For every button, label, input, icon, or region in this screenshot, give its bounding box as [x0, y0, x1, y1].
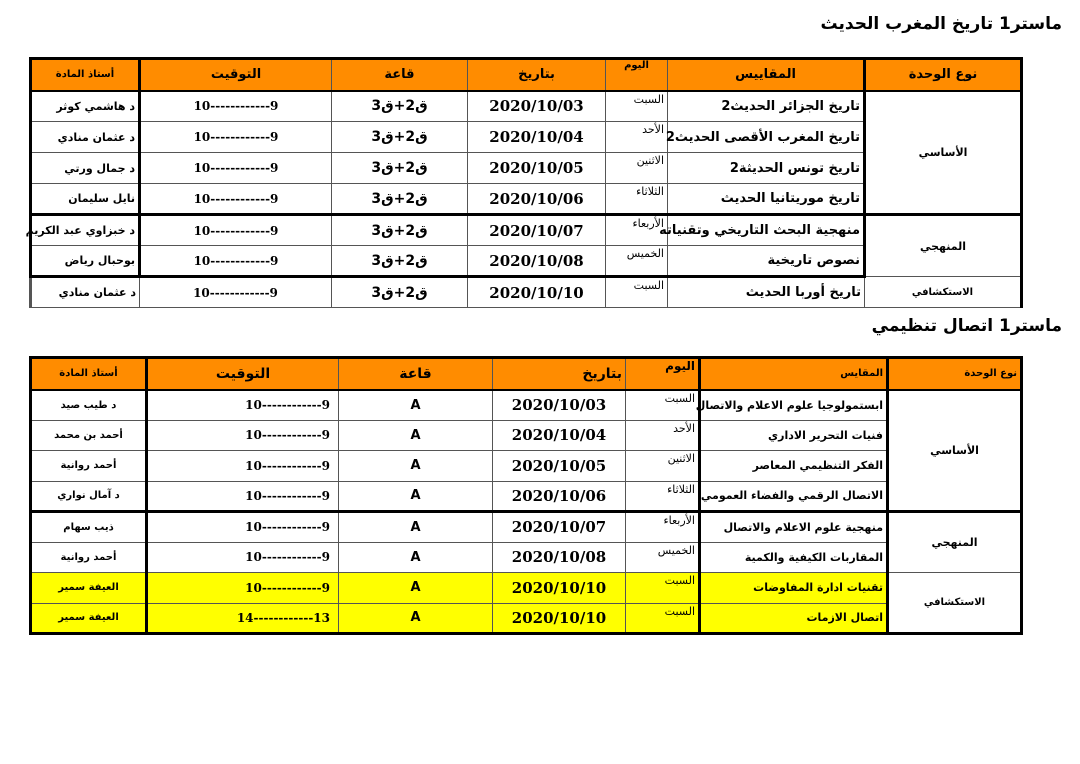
header-subject: المقاييس — [668, 59, 865, 91]
professor-cell: بوحبال رياض — [31, 246, 140, 277]
schedule-table-communication — [29, 356, 1023, 635]
room-cell: ق2+ق3 — [332, 153, 468, 184]
professor-cell: العيفة سمير — [31, 603, 147, 634]
table-header-row — [31, 59, 1022, 91]
date-cell: 2020/10/03 — [468, 91, 606, 122]
room-cell: A — [339, 481, 493, 512]
header-professor: أستاذ المادة — [31, 358, 147, 390]
table-row — [31, 215, 1022, 246]
professor-cell: د هاشمي كوثر — [31, 91, 140, 122]
room-cell: A — [339, 603, 493, 634]
professor-cell: العيفة سمير — [31, 573, 147, 604]
day-cell: الخميس — [626, 542, 700, 573]
table-row — [31, 390, 1022, 421]
header-time: التوقيت — [147, 358, 339, 390]
day-cell: الأربعاء — [626, 512, 700, 543]
time-cell: 9------------10 — [147, 451, 339, 482]
date-cell: 2020/10/04 — [468, 122, 606, 153]
header-subject: المقايس — [700, 358, 888, 390]
day-cell: السبت — [606, 91, 668, 122]
table-row — [31, 420, 1022, 451]
subject-cell: منهجية علوم الاعلام والاتصال — [700, 512, 888, 543]
date-cell: 2020/10/05 — [493, 451, 626, 482]
room-cell: ق2+ق3 — [332, 246, 468, 277]
professor-cell: د طيب صيد — [31, 390, 147, 421]
room-cell: ق2+ق3 — [332, 91, 468, 122]
subject-cell: تاريخ المغرب الأقصى الحديث2 — [668, 122, 865, 153]
professor-cell: د جمال ورتي — [31, 153, 140, 184]
room-cell: A — [339, 420, 493, 451]
day-cell: الثلاثاء — [626, 481, 700, 512]
time-cell: 9------------10 — [147, 390, 339, 421]
header-professor: أستاذ المادة — [31, 59, 140, 91]
day-cell: الأربعاء — [606, 215, 668, 246]
day-cell: السبت — [606, 277, 668, 308]
table-header-row — [31, 358, 1022, 390]
room-cell: ق2+ق3 — [332, 122, 468, 153]
day-cell: السبت — [626, 390, 700, 421]
time-cell: 13------------14 — [147, 603, 339, 634]
table-row-highlighted — [31, 603, 1022, 634]
header-room: قاعة — [332, 59, 468, 91]
professor-cell: د عثمان منادي — [31, 122, 140, 153]
subject-cell: الاتصال الرقمي والفضاء العمومي — [700, 481, 888, 512]
subject-cell: الفكر التنظيمي المعاصر — [700, 451, 888, 482]
room-cell: ق2+ق3 — [332, 215, 468, 246]
subject-cell: تاريخ موريتانيا الحديث — [668, 184, 865, 215]
room-cell: A — [339, 512, 493, 543]
date-cell: 2020/10/03 — [493, 390, 626, 421]
section-title-communication: ماستر1 اتصال تنظيمي — [871, 316, 1062, 336]
header-unit: نوع الوحدة — [865, 59, 1022, 91]
table-row — [31, 512, 1022, 543]
room-cell: A — [339, 451, 493, 482]
date-cell: 2020/10/08 — [468, 246, 606, 277]
unit-cell: الاستكشافي — [888, 573, 1022, 634]
day-cell: الثلاثاء — [606, 184, 668, 215]
date-cell: 2020/10/07 — [493, 512, 626, 543]
header-room: قاعة — [339, 358, 493, 390]
day-cell: الاثنين — [606, 153, 668, 184]
date-cell: 2020/10/07 — [468, 215, 606, 246]
header-day: اليوم — [606, 59, 668, 91]
section-title-history: ماستر1 تاريخ المغرب الحديث — [820, 14, 1062, 34]
unit-cell: الأساسي — [888, 390, 1022, 512]
unit-cell: المنهجي — [888, 512, 1022, 573]
unit-cell: المنهجي — [865, 215, 1022, 277]
room-cell: A — [339, 390, 493, 421]
subject-cell: تقنيات ادارة المفاوضات — [700, 573, 888, 604]
day-cell: السبت — [626, 603, 700, 634]
day-cell: الأحد — [606, 122, 668, 153]
date-cell: 2020/10/06 — [468, 184, 606, 215]
table-row — [31, 91, 1022, 122]
header-time: التوقيت — [140, 59, 332, 91]
room-cell: A — [339, 573, 493, 604]
header-unit: نوع الوحدة — [888, 358, 1022, 390]
time-cell: 9------------10 — [140, 91, 332, 122]
date-cell: 2020/10/08 — [493, 542, 626, 573]
table-row — [31, 542, 1022, 573]
time-cell: 9------------10 — [140, 122, 332, 153]
subject-cell: فنيات التحرير الاداري — [700, 420, 888, 451]
subject-cell: المقاربات الكيفية والكمية — [700, 542, 888, 573]
time-cell: 9------------10 — [140, 277, 332, 308]
professor-cell: د آمال نواري — [31, 481, 147, 512]
professor-cell: أحمد بن محمد — [31, 420, 147, 451]
professor-cell: نايل سليمان — [31, 184, 140, 215]
day-cell: السبت — [626, 573, 700, 604]
date-cell: 2020/10/04 — [493, 420, 626, 451]
professor-cell: أحمد روانية — [31, 542, 147, 573]
time-cell: 9------------10 — [147, 420, 339, 451]
header-day: اليوم — [626, 358, 700, 390]
time-cell: 9------------10 — [147, 573, 339, 604]
room-cell: ق2+ق3 — [332, 277, 468, 308]
professor-cell: د خبزاوي عبد الكريم — [31, 215, 140, 246]
subject-cell: منهجية البحث التاريخي وتقنياته — [668, 215, 865, 246]
date-cell: 2020/10/10 — [468, 277, 606, 308]
room-cell: A — [339, 542, 493, 573]
professor-cell: د عثمان منادي — [31, 277, 140, 308]
date-cell: 2020/10/06 — [493, 481, 626, 512]
unit-cell: الاستكشافي — [865, 277, 1022, 308]
time-cell: 9------------10 — [147, 512, 339, 543]
time-cell: 9------------10 — [140, 184, 332, 215]
header-date: بتاريخ — [493, 358, 626, 390]
subject-cell: ابستمولوجيا علوم الاعلام والاتصال — [700, 390, 888, 421]
professor-cell: ذيب سهام — [31, 512, 147, 543]
table-row-highlighted — [31, 573, 1022, 604]
subject-cell: تاريخ الجزائر الحديث2 — [668, 91, 865, 122]
table-row — [31, 481, 1022, 512]
time-cell: 9------------10 — [147, 542, 339, 573]
header-date: بتاريخ — [468, 59, 606, 91]
time-cell: 9------------10 — [140, 153, 332, 184]
subject-cell: نصوص تاريخية — [668, 246, 865, 277]
time-cell: 9------------10 — [140, 246, 332, 277]
room-cell: ق2+ق3 — [332, 184, 468, 215]
time-cell: 9------------10 — [147, 481, 339, 512]
unit-cell: الأساسي — [865, 91, 1022, 215]
time-cell: 9------------10 — [140, 215, 332, 246]
schedule-table-history — [25, 57, 1023, 308]
date-cell: 2020/10/05 — [468, 153, 606, 184]
day-cell: الاثنين — [626, 451, 700, 482]
day-cell: الأحد — [626, 420, 700, 451]
subject-cell: تاريخ أوربا الحديث — [668, 277, 865, 308]
table-row — [31, 277, 1022, 308]
day-cell: الخميس — [606, 246, 668, 277]
subject-cell: تاريخ تونس الحديثة2 — [668, 153, 865, 184]
table-row — [31, 451, 1022, 482]
date-cell: 2020/10/10 — [493, 573, 626, 604]
professor-cell: أحمد روانية — [31, 451, 147, 482]
date-cell: 2020/10/10 — [493, 603, 626, 634]
subject-cell: اتصال الازمات — [700, 603, 888, 634]
